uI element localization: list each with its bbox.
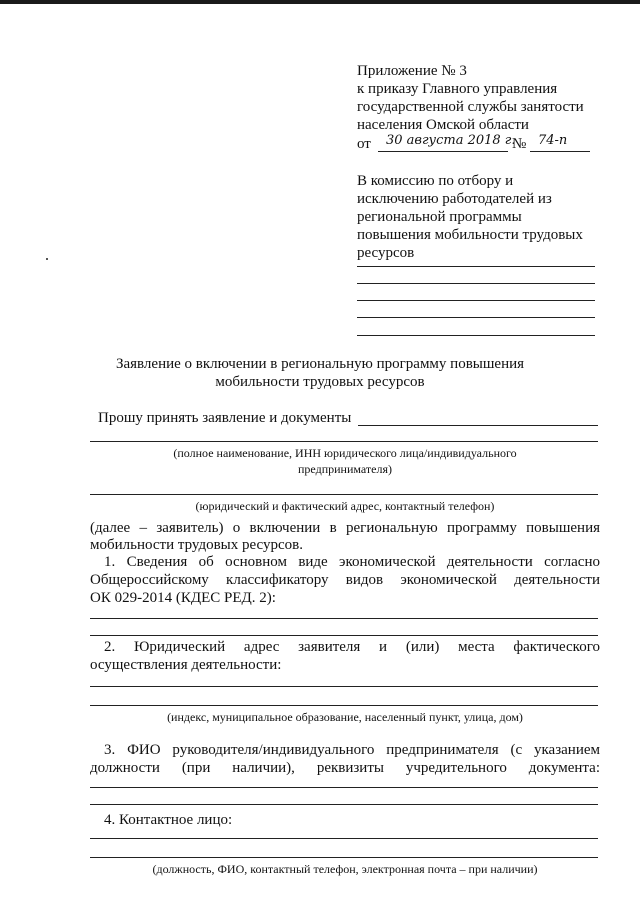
scan-top-border [0, 0, 640, 4]
hint-applicant-name-1: (полное наименование, ИНН юридического лица/индивидуального [173, 446, 517, 460]
item-3-blank-1[interactable] [90, 787, 598, 788]
addressee-line-2: исключению работодателей из [357, 191, 552, 207]
request-text: Прошу принять заявление и документы [98, 410, 352, 426]
handwritten-number: 74-п [538, 133, 568, 148]
paragraph-1-line-1: (далее – заявитель) о включении в региональную программу повышения [90, 520, 600, 536]
number-sign: № [512, 136, 527, 152]
handwritten-date: 30 августа 2018 г. [386, 133, 516, 148]
applicant-address-blank[interactable] [90, 494, 598, 495]
number-underline [530, 151, 590, 152]
item-1-line-1: 1. Сведения об основном виде экономической деятельности согласно [104, 554, 600, 570]
addressee-blank-5[interactable] [357, 335, 595, 336]
addressee-blank-1[interactable] [357, 266, 595, 267]
addressee-blank-3[interactable] [357, 300, 595, 301]
item-2-blank-2[interactable] [90, 705, 598, 706]
addressee-line-3: региональной программы [357, 209, 522, 225]
item-1-line-2: Общероссийскому классификатору видов экономической деятельности [90, 572, 600, 588]
appendix-number: Приложение № 3 [357, 63, 467, 79]
paragraph-1-line-2: мобильности трудовых ресурсов. [90, 537, 303, 553]
addressee-line-5: ресурсов [357, 245, 415, 261]
item-1-blank-1[interactable] [90, 618, 598, 619]
appendix-order-line: к приказу Главного управления [357, 81, 558, 97]
item-4-blank-1[interactable] [90, 838, 598, 839]
addressee-blank-2[interactable] [357, 283, 595, 284]
addressee-blank-4[interactable] [357, 317, 595, 318]
document-title-line-2: мобильности трудовых ресурсов [215, 374, 425, 390]
addressee-line-1: В комиссию по отбору и [357, 173, 514, 189]
scan-speck [46, 258, 48, 260]
hint-applicant-name-2: предпринимателя) [298, 462, 392, 476]
appendix-region-line: населения Омской области [357, 117, 529, 133]
item-3-line-2: должности (при наличии), реквизиты учредительного документа: [90, 760, 600, 776]
date-underline [378, 151, 508, 152]
addressee-line-4: повышения мобильности трудовых [357, 227, 583, 243]
item-3-blank-2[interactable] [90, 804, 598, 805]
item-2-line-1: 2. Юридический адрес заявителя и (или) места фактического [104, 639, 600, 655]
hint-applicant-address: (юридический и фактический адрес, контактный телефон) [195, 499, 495, 513]
request-blank[interactable] [358, 425, 598, 426]
hint-contact-person: (должность, ФИО, контактный телефон, электронная почта – при наличии) [152, 862, 538, 876]
hint-index-address: (индекс, муниципальное образование, населенный пункт, улица, дом) [167, 710, 523, 724]
item-4-label: 4. Контактное лицо: [104, 812, 233, 828]
appendix-from-label: от [357, 136, 371, 152]
applicant-name-blank[interactable] [90, 441, 598, 442]
appendix-service-line: государственной службы занятости [357, 99, 584, 115]
item-1-line-3: ОК 029-2014 (КДЕС РЕД. 2): [90, 590, 276, 606]
item-1-blank-2[interactable] [90, 635, 598, 636]
item-2-blank-1[interactable] [90, 686, 598, 687]
item-4-blank-2[interactable] [90, 857, 598, 858]
item-2-line-2: осуществления деятельности: [90, 657, 282, 673]
item-3-line-1: 3. ФИО руководителя/индивидуального предпринимателя (с указанием [104, 742, 600, 758]
document-title-line-1: Заявление о включении в региональную программу повышения [115, 356, 525, 372]
